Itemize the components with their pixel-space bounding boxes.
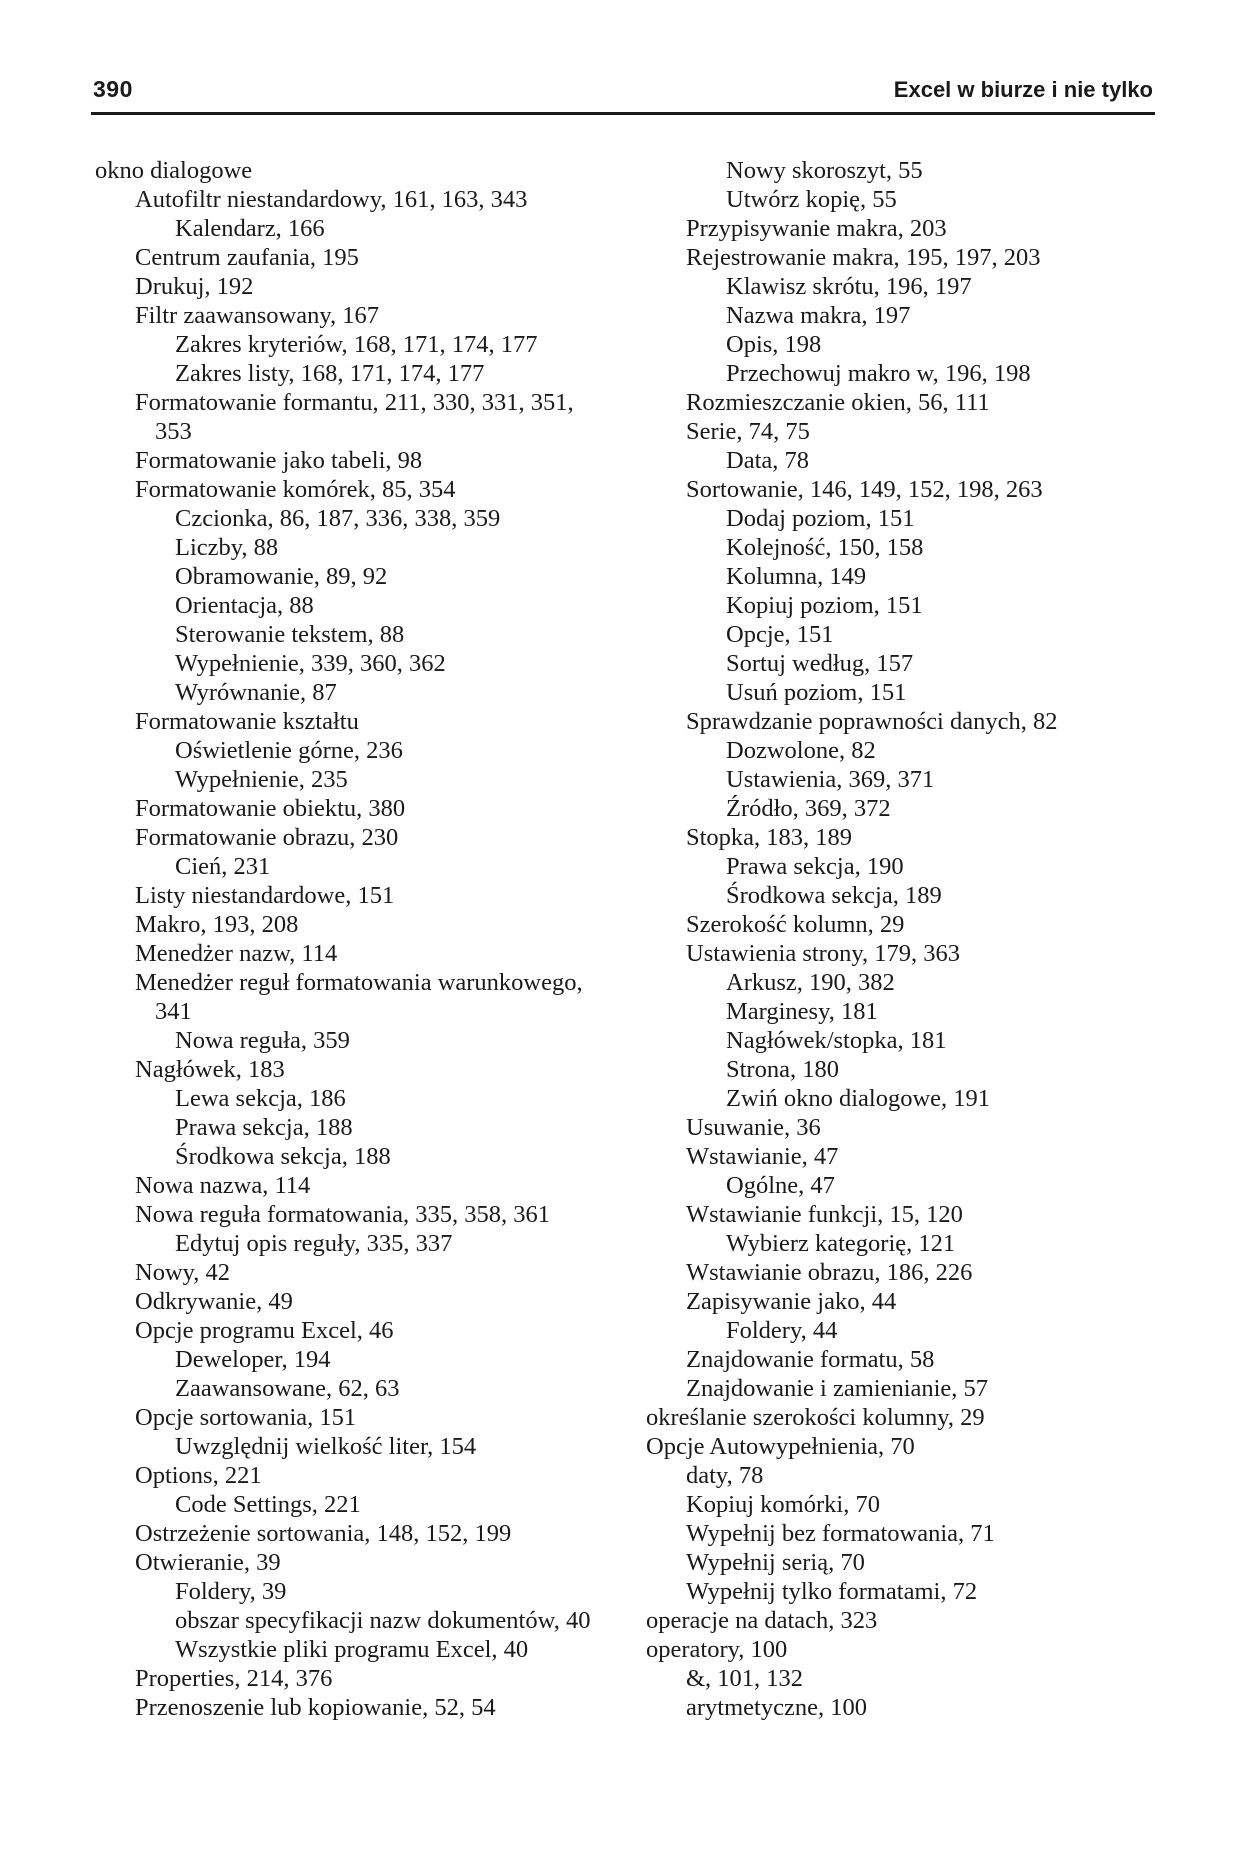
- index-entry: Options, 221: [135, 1462, 262, 1489]
- index-entry: Opcje Autowypełnienia, 70: [646, 1433, 915, 1460]
- index-entry: Edytuj opis reguły, 335, 337: [175, 1230, 453, 1257]
- index-entry: Wstawianie funkcji, 15, 120: [686, 1201, 963, 1228]
- page-header: [91, 72, 1155, 115]
- index-entry: Wybierz kategorię, 121: [726, 1230, 956, 1257]
- index-entry: Formatowanie obrazu, 230: [135, 824, 399, 851]
- index-entry: Prawa sekcja, 188: [175, 1114, 353, 1141]
- index-entry: Wypełnienie, 339, 360, 362: [175, 650, 446, 677]
- index-entry: Rejestrowanie makra, 195, 197, 203: [686, 244, 1041, 271]
- index-entry: Zakres listy, 168, 171, 174, 177: [175, 360, 485, 387]
- index-entry: Usuń poziom, 151: [726, 679, 907, 706]
- index-entry: Źródło, 369, 372: [726, 795, 891, 822]
- index-entry: Znajdowanie formatu, 58: [686, 1346, 935, 1373]
- index-entry: Obramowanie, 89, 92: [175, 563, 388, 590]
- index-entry: Wyrównanie, 87: [175, 679, 337, 706]
- index-entry: Nowa nazwa, 114: [135, 1172, 311, 1199]
- index-entry: Wypełnij tylko formatami, 72: [686, 1578, 978, 1605]
- index-entry: Wstawianie obrazu, 186, 226: [686, 1259, 973, 1286]
- index-entry: Uwzględnij wielkość liter, 154: [175, 1433, 477, 1460]
- index-entry: Autofiltr niestandardowy, 161, 163, 343: [135, 186, 528, 213]
- index-entry: Arkusz, 190, 382: [726, 969, 895, 996]
- index-entry: Odkrywanie, 49: [135, 1288, 293, 1315]
- index-entry: Code Settings, 221: [175, 1491, 361, 1518]
- index-entry: Dodaj poziom, 151: [726, 505, 915, 532]
- index-entry: Formatowanie obiektu, 380: [135, 795, 406, 822]
- index-entry: Rozmieszczanie okien, 56, 111: [686, 389, 990, 416]
- index-entry: Foldery, 44: [726, 1317, 838, 1344]
- index-entry: Opcje sortowania, 151: [135, 1404, 357, 1431]
- index-entry: Formatowanie formantu, 211, 330, 331, 351,: [135, 389, 574, 416]
- index-entry: Deweloper, 194: [175, 1346, 331, 1373]
- index-entry: Otwieranie, 39: [135, 1549, 281, 1576]
- index-entry: Wstawianie, 47: [686, 1143, 839, 1170]
- index-column-left: [95, 156, 615, 1722]
- index-entry: Nowy, 42: [135, 1259, 231, 1286]
- running-title: Excel w biurze i nie tylko: [893, 77, 1153, 102]
- index-entry: Sprawdzanie poprawności danych, 82: [686, 708, 1058, 735]
- index-entry: Formatowanie jako tabeli, 98: [135, 447, 423, 474]
- index-entry: Kopiuj komórki, 70: [686, 1491, 880, 1518]
- index-entry: Stopka, 183, 189: [686, 824, 853, 851]
- index-entry: Marginesy, 181: [726, 998, 878, 1025]
- index-entry: arytmetyczne, 100: [686, 1694, 867, 1721]
- index-entry: Utwórz kopię, 55: [726, 186, 897, 213]
- index-entry: Kalendarz, 166: [175, 215, 325, 242]
- index-entry: Lewa sekcja, 186: [175, 1085, 346, 1112]
- index-entry: Czcionka, 86, 187, 336, 338, 359: [175, 505, 501, 532]
- index-entry-continuation: 353: [155, 418, 192, 445]
- index-entry: Sterowanie tekstem, 88: [175, 621, 405, 648]
- index-entry: Nowa reguła formatowania, 335, 358, 361: [135, 1201, 551, 1228]
- index-entry: Opis, 198: [726, 331, 822, 358]
- index-entry: Strona, 180: [726, 1056, 839, 1083]
- index-entry: Wszystkie pliki programu Excel, 40: [175, 1636, 529, 1663]
- index-entry: Data, 78: [726, 447, 809, 474]
- index-entry: Orientacja, 88: [175, 592, 314, 619]
- index-entry: Wypełnienie, 235: [175, 766, 348, 793]
- index-entry: Opcje programu Excel, 46: [135, 1317, 394, 1344]
- index-entry: Sortowanie, 146, 149, 152, 198, 263: [686, 476, 1043, 503]
- index-entry: Ostrzeżenie sortowania, 148, 152, 199: [135, 1520, 512, 1547]
- index-entry: Wypełnij bez formatowania, 71: [686, 1520, 995, 1547]
- index-entry: Menedżer nazw, 114: [135, 940, 338, 967]
- index-entry: Ustawienia strony, 179, 363: [686, 940, 960, 967]
- index-entry: Filtr zaawansowany, 167: [135, 302, 380, 329]
- index-entry: Properties, 214, 376: [135, 1665, 333, 1692]
- index-entry: Serie, 74, 75: [686, 418, 810, 445]
- index-entry: Zakres kryteriów, 168, 171, 174, 177: [175, 331, 538, 358]
- index-entry: Centrum zaufania, 195: [135, 244, 359, 271]
- index-entry: Nowa reguła, 359: [175, 1027, 350, 1054]
- index-entry: daty, 78: [686, 1462, 764, 1489]
- index-entry: Środkowa sekcja, 188: [175, 1143, 391, 1170]
- index-entry: Zaawansowane, 62, 63: [175, 1375, 400, 1402]
- index-entry: Drukuj, 192: [135, 273, 254, 300]
- index-entry: &, 101, 132: [686, 1665, 804, 1692]
- index-entry: Nagłówek/stopka, 181: [726, 1027, 947, 1054]
- index-entry: operacje na datach, 323: [646, 1607, 878, 1634]
- index-entry: Środkowa sekcja, 189: [726, 882, 942, 909]
- index-entry: Wypełnij serią, 70: [686, 1549, 865, 1576]
- index-entry: operatory, 100: [646, 1636, 788, 1663]
- page-number: 390: [93, 76, 133, 102]
- index-entry: Dozwolone, 82: [726, 737, 876, 764]
- index-entry: Formatowanie komórek, 85, 354: [135, 476, 456, 503]
- index-entry: obszar specyfikacji nazw dokumentów, 40: [175, 1607, 591, 1634]
- index-entry: Makro, 193, 208: [135, 911, 299, 938]
- index-entry: Liczby, 88: [175, 534, 279, 561]
- index-entry: Usuwanie, 36: [686, 1114, 821, 1141]
- index-entry: Znajdowanie i zamienianie, 57: [686, 1375, 989, 1402]
- index-entry: okno dialogowe: [95, 157, 253, 184]
- index-entry: Prawa sekcja, 190: [726, 853, 904, 880]
- index-entry: Przechowuj makro w, 196, 198: [726, 360, 1031, 387]
- index-entry: Sortuj według, 157: [726, 650, 914, 677]
- index-entry: Cień, 231: [175, 853, 271, 880]
- index-entry: Przypisywanie makra, 203: [686, 215, 947, 242]
- index-entry: Kolumna, 149: [726, 563, 867, 590]
- index-entry: Menedżer reguł formatowania warunkowego,: [135, 969, 583, 996]
- index-entry: Ustawienia, 369, 371: [726, 766, 935, 793]
- index-entry: Kopiuj poziom, 151: [726, 592, 923, 619]
- index-entry: Listy niestandardowe, 151: [135, 882, 395, 909]
- index-entry: Formatowanie kształtu: [135, 708, 359, 735]
- index-entry: Szerokość kolumn, 29: [686, 911, 905, 938]
- index-entry: Zwiń okno dialogowe, 191: [726, 1085, 991, 1112]
- index-column-right: [646, 156, 1166, 1722]
- index-entry: Przenoszenie lub kopiowanie, 52, 54: [135, 1694, 496, 1721]
- index-entry: Foldery, 39: [175, 1578, 287, 1605]
- index-entry: Zapisywanie jako, 44: [686, 1288, 897, 1315]
- index-entry: Nazwa makra, 197: [726, 302, 911, 329]
- index-entry-continuation: 341: [155, 998, 192, 1025]
- index-entry: Nagłówek, 183: [135, 1056, 285, 1083]
- index-entry: Opcje, 151: [726, 621, 834, 648]
- index-entry: Ogólne, 47: [726, 1172, 835, 1199]
- index-entry: Oświetlenie górne, 236: [175, 737, 403, 764]
- index-entry: Klawisz skrótu, 196, 197: [726, 273, 972, 300]
- index-entry: Nowy skoroszyt, 55: [726, 157, 923, 184]
- index-entry: określanie szerokości kolumny, 29: [646, 1404, 985, 1431]
- index-entry: Kolejność, 150, 158: [726, 534, 924, 561]
